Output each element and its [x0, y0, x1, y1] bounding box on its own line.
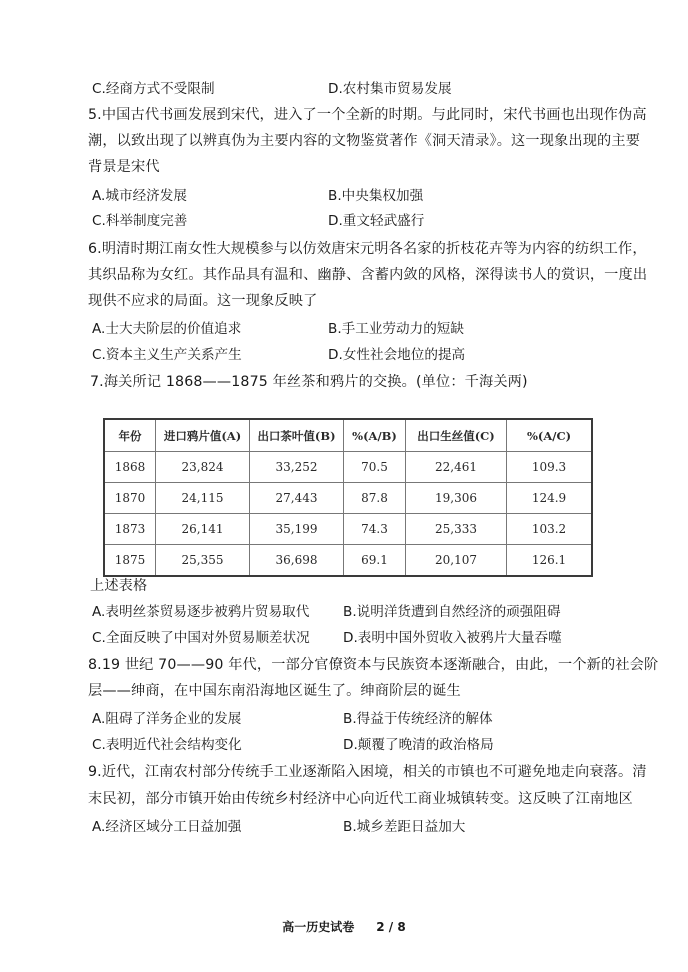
table-cell: 35,199 [250, 514, 344, 545]
q5-option-a: A.城市经济发展 [92, 188, 187, 204]
table-cell: 27,443 [250, 483, 344, 514]
q8-option-b: B.得益于传统经济的解体 [343, 711, 493, 727]
q7-option-a: A.表明丝茶贸易逐步被鸦片贸易取代 [92, 604, 310, 620]
q5-option-c: C.科举制度完善 [92, 213, 188, 229]
q9-stem-line-1: 9.近代，江南农村部分传统手工业逐渐陷入困境，相关的市镇也不可避免地走向衰落。清 [88, 764, 647, 780]
q6-stem-line-1: 6.明清时期江南女性大规模参与以仿效唐宋元明各名家的折枝花卉等为内容的纺织工作， [88, 241, 647, 257]
q6-option-d: D.女性社会地位的提高 [328, 347, 466, 363]
q9-option-b: B.城乡差距日益加大 [343, 819, 466, 835]
table-cell: 36,698 [250, 545, 344, 577]
table-cell: 74.3 [344, 514, 406, 545]
table-cell: 33,252 [250, 452, 344, 483]
table-header-cell: 进口鸦片值(A) [156, 419, 250, 452]
q9-option-a: A.经济区域分工日益加强 [92, 819, 242, 835]
table-cell: 1868 [104, 452, 156, 483]
q7-option-d: D.表明中国外贸收入被鸦片大量吞噬 [343, 630, 562, 646]
table-header-row [104, 419, 592, 452]
table-cell: 70.5 [344, 452, 406, 483]
table-header-cell: 年份 [104, 419, 156, 452]
q6-stem-line-3: 现供不应求的局面。这一现象反映了 [88, 293, 318, 309]
q7-option-c: C.全面反映了中国对外贸易顺差状况 [92, 630, 310, 646]
table-header-cell: 出口生丝值(C) [406, 419, 507, 452]
table-header-cell: %(A/C) [507, 419, 593, 452]
table-cell: 87.8 [344, 483, 406, 514]
q5-option-d: D.重文轻武盛行 [328, 213, 425, 229]
table-cell: 25,355 [156, 545, 250, 577]
q7-option-b: B.说明洋货遭到自然经济的顽强阻碍 [343, 604, 561, 620]
q5-stem-line-3: 背景是宋代 [88, 159, 160, 175]
table-cell: 23,824 [156, 452, 250, 483]
table-header-cell: %(A/B) [344, 419, 406, 452]
q6-option-a: A.士大夫阶层的价值追求 [92, 321, 242, 337]
q6-option-c: C.资本主义生产关系产生 [92, 347, 242, 363]
page-number: 2 / 8 [376, 920, 406, 934]
q4-option-d: D.农村集市贸易发展 [328, 81, 452, 97]
q9-stem-line-2: 末民初，部分市镇开始由传统乡村经济中心向近代工商业城镇转变。这反映了江南地区 [88, 791, 633, 807]
table-row [104, 483, 592, 514]
table-cell: 126.1 [507, 545, 593, 577]
q8-option-c: C.表明近代社会结构变化 [92, 737, 242, 753]
q8-stem-line-1: 8.19 世纪 70——90 年代，一部分官僚资本与民族资本逐渐融合，由此，一个新的社会阶 [88, 657, 659, 673]
q6-option-b: B.手工业劳动力的短缺 [328, 321, 464, 337]
table-cell: 124.9 [507, 483, 593, 514]
table-cell: 26,141 [156, 514, 250, 545]
table-cell: 19,306 [406, 483, 507, 514]
table-cell: 1870 [104, 483, 156, 514]
q8-option-d: D.颠覆了晚清的政治格局 [343, 737, 494, 753]
table-cell: 24,115 [156, 483, 250, 514]
table-cell: 22,461 [406, 452, 507, 483]
q8-option-a: A.阻碍了洋务企业的发展 [92, 711, 242, 727]
opium-tea-silk-table [103, 418, 593, 577]
q5-stem-line-1: 5.中国古代书画发展到宋代，进入了一个全新的时期。与此同时，宋代书画也出现作伪高 [88, 107, 647, 123]
table-cell: 25,333 [406, 514, 507, 545]
table-cell: 1873 [104, 514, 156, 545]
table-cell: 69.1 [344, 545, 406, 577]
page-footer [0, 918, 688, 935]
table-cell: 1875 [104, 545, 156, 577]
table-cell: 103.2 [507, 514, 593, 545]
table-row [104, 452, 592, 483]
table-header-cell: 出口茶叶值(B) [250, 419, 344, 452]
q7-after-table: 上述表格 [90, 578, 148, 594]
q5-stem-line-2: 潮，以致出现了以辨真伪为主要内容的文物鉴赏著作《洞天清录》。这一现象出现的主要 [88, 133, 641, 149]
footer-title: 高一历史试卷 [282, 920, 355, 934]
q8-stem-line-2: 层——绅商，在中国东南沿海地区诞生了。绅商阶层的诞生 [88, 683, 461, 699]
table-cell: 109.3 [507, 452, 593, 483]
q5-option-b: B.中央集权加强 [328, 188, 424, 204]
table-row [104, 545, 592, 577]
table-cell: 20,107 [406, 545, 507, 577]
q6-stem-line-2: 其织品称为女红。其作品具有温和、幽静、含蓄内敛的风格，深得读书人的赏识，一度出 [88, 267, 648, 283]
q7-stem: 7.海关所记 1868——1875 年丝茶和鸦片的交换。(单位：千海关两) [90, 374, 528, 390]
table-row [104, 514, 592, 545]
q4-option-c: C.经商方式不受限制 [92, 81, 215, 97]
